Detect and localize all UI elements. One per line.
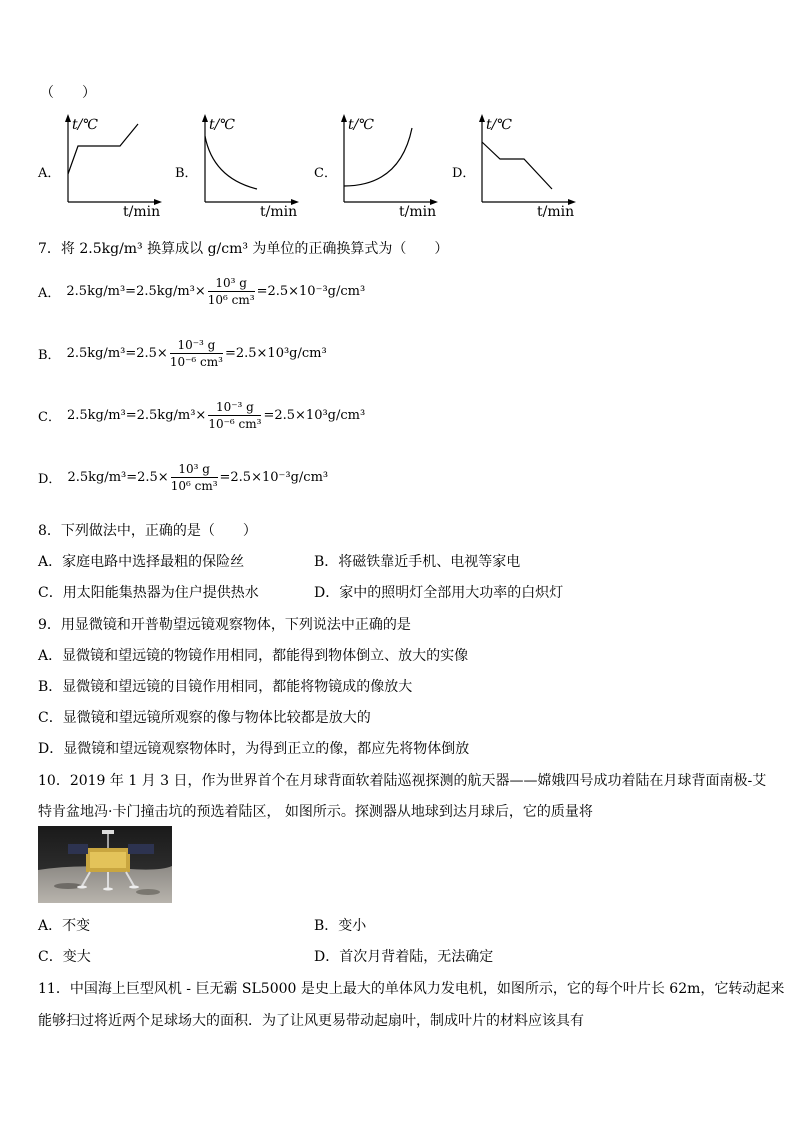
q9-option-d[interactable]: D．显微镜和望远镜观察物体时，为得到正立的像，都应先将物体倒放 — [38, 741, 470, 757]
q7-stem: 7．将 2.5kg/m³ 换算成以 g/cm³ 为单位的正确换算式为（ ） — [38, 241, 449, 257]
q6-b-y-label: t/℃ — [209, 117, 236, 133]
q9-option-c[interactable]: C．显微镜和望远镜所观察的像与物体比较都是放大的 — [38, 710, 371, 726]
q10-stem-line1: 10．2019 年 1 月 3 日，作为世界首个在月球背面软着陆巡视探测的航天器——嫦娥四号成功着陆在月球背面南极-艾 — [38, 773, 767, 789]
q7-c-letter: C． — [38, 410, 61, 425]
q7-option-b[interactable] — [38, 338, 327, 369]
q7-d-fraction — [171, 462, 218, 493]
q9-option-b[interactable]: B．显微镜和望远镜的目镜作用相同，都能将物镜成的像放大 — [38, 679, 413, 695]
q7-a-numerator: 10³ g — [208, 276, 255, 292]
q11-stem-line2: 能够扫过将近两个足球场大的面积．为了让风更易带动起扇叶，制成叶片的材料应该具有 — [38, 1013, 584, 1029]
q7-option-a[interactable] — [38, 276, 365, 307]
q6-a-y-label: t/℃ — [72, 117, 99, 133]
q6-option-c-label[interactable]: C． — [314, 166, 337, 181]
lunar-lander-photo — [38, 826, 172, 903]
q7-a-letter: A． — [38, 286, 61, 301]
q8-option-b[interactable]: B．将磁铁靠近手机、电视等家电 — [314, 554, 521, 570]
q7-b-fraction — [170, 338, 223, 369]
q7-option-c[interactable] — [38, 400, 365, 431]
q7-d-numerator: 10³ g — [171, 462, 218, 478]
q10-stem-line2: 特肯盆地冯·卡门撞击坑的预选着陆区， 如图所示。探测器从地球到达月球后，它的质量将 — [38, 804, 593, 820]
q7-b-rhs: =2.5×10³g/cm³ — [224, 346, 327, 361]
q7-c-lhs: 2.5kg/m³=2.5kg/m³× — [66, 408, 207, 423]
q7-c-numerator: 10⁻³ g — [208, 400, 261, 416]
q7-a-denominator: 10⁶ cm³ — [207, 293, 255, 307]
answer-paren: （ ） — [40, 85, 96, 101]
q6-option-a-label[interactable]: A． — [38, 166, 61, 181]
q8-option-d[interactable]: D．家中的照明灯全部用大功率的白炽灯 — [314, 585, 564, 601]
q7-a-lhs: 2.5kg/m³=2.5kg/m³× — [66, 284, 206, 299]
q7-a-fraction — [208, 276, 255, 307]
q7-option-d[interactable] — [38, 462, 328, 493]
q7-b-numerator: 10⁻³ g — [170, 338, 223, 354]
q7-d-rhs: =2.5×10⁻³g/cm³ — [219, 470, 329, 485]
q6-option-b-label[interactable]: B． — [175, 166, 198, 181]
q7-c-rhs: =2.5×10³g/cm³ — [263, 408, 366, 423]
q7-d-letter: D． — [38, 472, 62, 487]
q10-option-b[interactable]: B．变小 — [314, 918, 367, 934]
q8-stem: 8．下列做法中，正确的是（ ） — [38, 523, 257, 539]
q6-d-y-label: t/℃ — [486, 117, 513, 133]
q7-c-denominator: 10⁻⁶ cm³ — [208, 417, 262, 431]
q9-stem: 9．用显微镜和开普勒望远镜观察物体，下列说法中正确的是 — [38, 617, 411, 633]
q6-c-y-label: t/℃ — [348, 117, 375, 133]
q6-c-x-label: t/min — [399, 204, 437, 220]
q10-option-a[interactable]: A．不变 — [38, 918, 91, 934]
q6-a-x-label: t/min — [123, 204, 161, 220]
q6-b-x-label: t/min — [260, 204, 298, 220]
q7-d-lhs: 2.5kg/m³=2.5× — [67, 470, 169, 485]
q8-option-c[interactable]: C．用太阳能集热器为住户提供热水 — [38, 585, 259, 601]
q6-d-x-label: t/min — [537, 204, 575, 220]
q7-a-rhs: =2.5×10⁻³g/cm³ — [256, 284, 366, 299]
q7-b-lhs: 2.5kg/m³=2.5× — [66, 346, 168, 361]
q9-option-a[interactable]: A．显微镜和望远镜的物镜作用相同，都能得到物体倒立、放大的实像 — [38, 648, 469, 664]
q11-stem-line1: 11．中国海上巨型风机 - 巨无霸 SL5000 是史上最大的单体风力发电机，如图所示，它的每个叶片长 62m，它转动起来 — [38, 981, 785, 997]
q6-option-d-label[interactable]: D． — [452, 166, 476, 181]
q8-option-a[interactable]: A．家庭电路中选择最粗的保险丝 — [38, 554, 245, 570]
q10-option-c[interactable]: C．变大 — [38, 949, 91, 965]
q10-option-d[interactable]: D．首次月背着陆，无法确定 — [314, 949, 494, 965]
q7-d-denominator: 10⁶ cm³ — [170, 479, 218, 493]
q7-c-fraction — [208, 400, 261, 431]
q7-b-letter: B． — [38, 348, 61, 363]
q7-b-denominator: 10⁻⁶ cm³ — [169, 355, 223, 369]
